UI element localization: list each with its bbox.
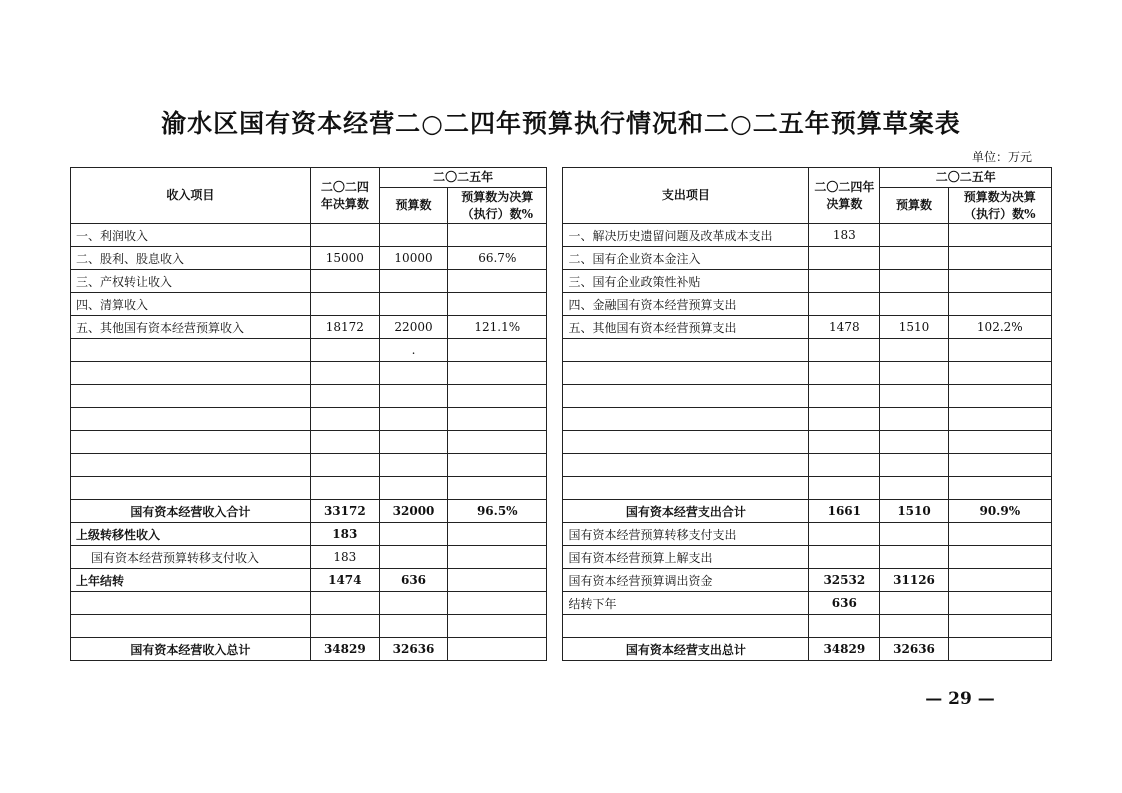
income-budget-2025 [379, 293, 447, 316]
income-ratio [448, 615, 547, 638]
expense-final-2024 [809, 523, 880, 546]
table-row [71, 385, 1052, 408]
income-item: 三、产权转让收入 [71, 270, 311, 293]
income-budget-2025 [379, 454, 447, 477]
table-row [71, 431, 1052, 454]
expense-item [563, 431, 809, 454]
income-total-label: 国有资本经营收入总计 [71, 638, 311, 661]
income-ratio [448, 569, 547, 592]
column-gap [547, 339, 563, 362]
expense-final-2024: 636 [809, 592, 880, 615]
unit-label: 单位：万元 [971, 150, 1032, 164]
expense-ratio [948, 247, 1051, 270]
income-final-2024 [310, 408, 379, 431]
income-item: 国有资本经营预算转移支付收入 [71, 546, 311, 569]
expense-item: 三、国有企业政策性补贴 [563, 270, 809, 293]
table-row [71, 454, 1052, 477]
income-ratio [448, 638, 547, 661]
expense-final-2024 [809, 546, 880, 569]
income-item: 四、清算收入 [71, 293, 311, 316]
expense-ratio [948, 615, 1051, 638]
income-ratio [448, 385, 547, 408]
expense-item: 五、其他国有资本经营预算支出 [563, 316, 809, 339]
expense-total-label: 国有资本经营支出总计 [563, 638, 809, 661]
expense-ratio [948, 293, 1051, 316]
expense-final-2024 [809, 293, 880, 316]
column-gap [547, 569, 563, 592]
expense-budget-2025: 31126 [880, 569, 948, 592]
expense-subtotal-label: 国有资本经营支出合计 [563, 500, 809, 523]
income-budget-2025 [379, 385, 447, 408]
expense-ratio [948, 431, 1051, 454]
income-budget-2025 [379, 546, 447, 569]
income-ratio [448, 431, 547, 454]
income-final-2024 [310, 270, 379, 293]
expense-final-2024 [809, 362, 880, 385]
column-gap [547, 638, 563, 661]
column-gap [547, 247, 563, 270]
expense-item: 结转下年 [563, 592, 809, 615]
income-final-2024 [310, 385, 379, 408]
expense-final-2024 [809, 615, 880, 638]
expense-ratio [948, 362, 1051, 385]
expense-final-2024 [809, 270, 880, 293]
expense-final-2024 [809, 477, 880, 500]
expense-item: 国有资本经营预算转移支付支出 [563, 523, 809, 546]
income-subtotal-label: 国有资本经营收入合计 [71, 500, 311, 523]
expense-ratio [948, 385, 1051, 408]
income-ratio-header: 预算数为决算（执行）数% [448, 188, 547, 224]
expense-ratio [948, 270, 1051, 293]
expense-item: 一、解决历史遗留问题及改革成本支出 [563, 224, 809, 247]
expense-final-2024 [809, 385, 880, 408]
income-final-2024 [310, 431, 379, 454]
income-ratio: 96.5% [448, 500, 547, 523]
income-final-2024 [310, 224, 379, 247]
expense-budget-2025 [880, 592, 948, 615]
income-final-2024 [310, 293, 379, 316]
table-row [71, 615, 1052, 638]
expense-item [563, 362, 809, 385]
expense-ratio [948, 477, 1051, 500]
income-item [71, 408, 311, 431]
income-final-2024: 34829 [310, 638, 379, 661]
column-gap [547, 454, 563, 477]
expense-ratio [948, 569, 1051, 592]
table-row [71, 293, 1052, 316]
income-final-2024: 15000 [310, 247, 379, 270]
expense-item [563, 339, 809, 362]
income-budget-2025 [379, 477, 447, 500]
expense-budget-2025 [880, 615, 948, 638]
income-final-2024: 183 [310, 523, 379, 546]
table-row [71, 523, 1052, 546]
expense-item: 国有资本经营预算上解支出 [563, 546, 809, 569]
income-final-2024 [310, 454, 379, 477]
income-ratio [448, 592, 547, 615]
page-number: — 29 — [925, 689, 995, 709]
income-final-2024 [310, 339, 379, 362]
header-row-1 [71, 168, 1052, 188]
income-final-2024 [310, 362, 379, 385]
expense-budget-header: 预算数 [880, 188, 948, 224]
income-final-2024 [310, 592, 379, 615]
income-final-2024-header: 二〇二四年决算数 [310, 168, 379, 224]
expense-budget-2025 [880, 408, 948, 431]
income-budget-2025: 32000 [379, 500, 447, 523]
expense-final-2024: 183 [809, 224, 880, 247]
column-gap [547, 224, 563, 247]
income-item [71, 339, 311, 362]
expense-ratio [948, 339, 1051, 362]
income-budget-2025 [379, 431, 447, 454]
income-ratio [448, 224, 547, 247]
table-row [71, 569, 1052, 592]
table-row-total [71, 638, 1052, 661]
expense-final-2024: 1478 [809, 316, 880, 339]
table-row [71, 362, 1052, 385]
income-item: 上年结转 [71, 569, 311, 592]
income-item [71, 431, 311, 454]
table-row [71, 224, 1052, 247]
expense-budget-2025 [880, 385, 948, 408]
income-item: 二、股利、股息收入 [71, 247, 311, 270]
expense-item [563, 454, 809, 477]
income-ratio [448, 339, 547, 362]
expense-item: 二、国有企业资本金注入 [563, 247, 809, 270]
expense-ratio [948, 454, 1051, 477]
income-budget-2025: 22000 [379, 316, 447, 339]
expense-budget-2025 [880, 224, 948, 247]
expense-budget-2025 [880, 270, 948, 293]
income-final-2024: 183 [310, 546, 379, 569]
income-final-2024: 18172 [310, 316, 379, 339]
expense-ratio [948, 592, 1051, 615]
expense-ratio [948, 638, 1051, 661]
column-gap [547, 477, 563, 500]
income-budget-2025 [379, 362, 447, 385]
expense-item: 国有资本经营预算调出资金 [563, 569, 809, 592]
expense-budget-2025 [880, 454, 948, 477]
column-gap [547, 362, 563, 385]
column-gap [547, 546, 563, 569]
column-gap [547, 293, 563, 316]
expense-budget-2025 [880, 431, 948, 454]
income-2025-header: 二〇二五年 [379, 168, 547, 188]
column-gap [547, 431, 563, 454]
column-gap [547, 592, 563, 615]
expense-final-2024 [809, 431, 880, 454]
income-item [71, 477, 311, 500]
income-budget-2025 [379, 408, 447, 431]
income-budget-2025 [379, 224, 447, 247]
table-row-subtotal [71, 500, 1052, 523]
table-row [71, 339, 1052, 362]
expense-ratio [948, 408, 1051, 431]
expense-ratio [948, 546, 1051, 569]
column-gap [547, 408, 563, 431]
income-budget-2025 [379, 270, 447, 293]
expense-budget-2025 [880, 293, 948, 316]
expense-item [563, 408, 809, 431]
expense-final-2024 [809, 247, 880, 270]
table-row [71, 247, 1052, 270]
table-row [71, 408, 1052, 431]
income-item [71, 385, 311, 408]
income-final-2024: 1474 [310, 569, 379, 592]
expense-budget-2025: 32636 [880, 638, 948, 661]
income-ratio [448, 546, 547, 569]
income-budget-2025 [379, 523, 447, 546]
income-budget-2025: 636 [379, 569, 447, 592]
expense-ratio: 90.9% [948, 500, 1051, 523]
expense-item [563, 615, 809, 638]
income-item [71, 592, 311, 615]
column-gap [547, 615, 563, 638]
expense-ratio-header: 预算数为决算（执行）数% [948, 188, 1051, 224]
expense-final-2024: 1661 [809, 500, 880, 523]
expense-final-2024: 34829 [809, 638, 880, 661]
income-ratio [448, 270, 547, 293]
income-budget-2025: . [379, 339, 447, 362]
expense-budget-2025: 1510 [880, 500, 948, 523]
income-ratio [448, 454, 547, 477]
expense-2025-header: 二〇二五年 [880, 168, 1052, 188]
income-item [71, 454, 311, 477]
expense-ratio: 102.2% [948, 316, 1051, 339]
column-gap [547, 270, 563, 293]
income-final-2024: 33172 [310, 500, 379, 523]
income-item: 一、利润收入 [71, 224, 311, 247]
income-ratio [448, 362, 547, 385]
column-gap [547, 500, 563, 523]
income-item: 五、其他国有资本经营预算收入 [71, 316, 311, 339]
income-ratio: 121.1% [448, 316, 547, 339]
income-ratio [448, 523, 547, 546]
expense-final-2024: 32532 [809, 569, 880, 592]
expense-budget-2025 [880, 477, 948, 500]
expense-budget-2025 [880, 523, 948, 546]
income-ratio [448, 477, 547, 500]
page-title: 渝水区国有资本经营二○二四年预算执行情况和二○二五年预算草案表 [161, 109, 961, 138]
income-budget-2025 [379, 615, 447, 638]
income-budget-2025: 10000 [379, 247, 447, 270]
column-gap [547, 385, 563, 408]
income-item [71, 615, 311, 638]
expense-budget-2025 [880, 546, 948, 569]
expense-final-2024 [809, 408, 880, 431]
expense-budget-2025 [880, 247, 948, 270]
expense-budget-2025 [880, 362, 948, 385]
expense-ratio [948, 224, 1051, 247]
income-ratio [448, 408, 547, 431]
income-ratio [448, 293, 547, 316]
table-row [71, 546, 1052, 569]
income-ratio: 66.7% [448, 247, 547, 270]
table-row [71, 316, 1052, 339]
income-budget-2025 [379, 592, 447, 615]
expense-final-2024 [809, 454, 880, 477]
expense-item: 四、金融国有资本经营预算支出 [563, 293, 809, 316]
expense-budget-2025 [880, 339, 948, 362]
expense-final-2024 [809, 339, 880, 362]
expense-item [563, 477, 809, 500]
column-gap [547, 523, 563, 546]
income-final-2024 [310, 615, 379, 638]
income-budget-header: 预算数 [379, 188, 447, 224]
table-row [71, 592, 1052, 615]
income-item: 上级转移性收入 [71, 523, 311, 546]
income-item-header: 收入项目 [71, 168, 311, 224]
column-gap [547, 168, 563, 224]
expense-budget-2025: 1510 [880, 316, 948, 339]
income-final-2024 [310, 477, 379, 500]
table-row [71, 270, 1052, 293]
income-item [71, 362, 311, 385]
budget-table [70, 167, 1052, 661]
column-gap [547, 316, 563, 339]
expense-final-2024-header: 二〇二四年决算数 [809, 168, 880, 224]
expense-ratio [948, 523, 1051, 546]
table-row [71, 477, 1052, 500]
expense-item-header: 支出项目 [563, 168, 809, 224]
expense-item [563, 385, 809, 408]
income-budget-2025: 32636 [379, 638, 447, 661]
